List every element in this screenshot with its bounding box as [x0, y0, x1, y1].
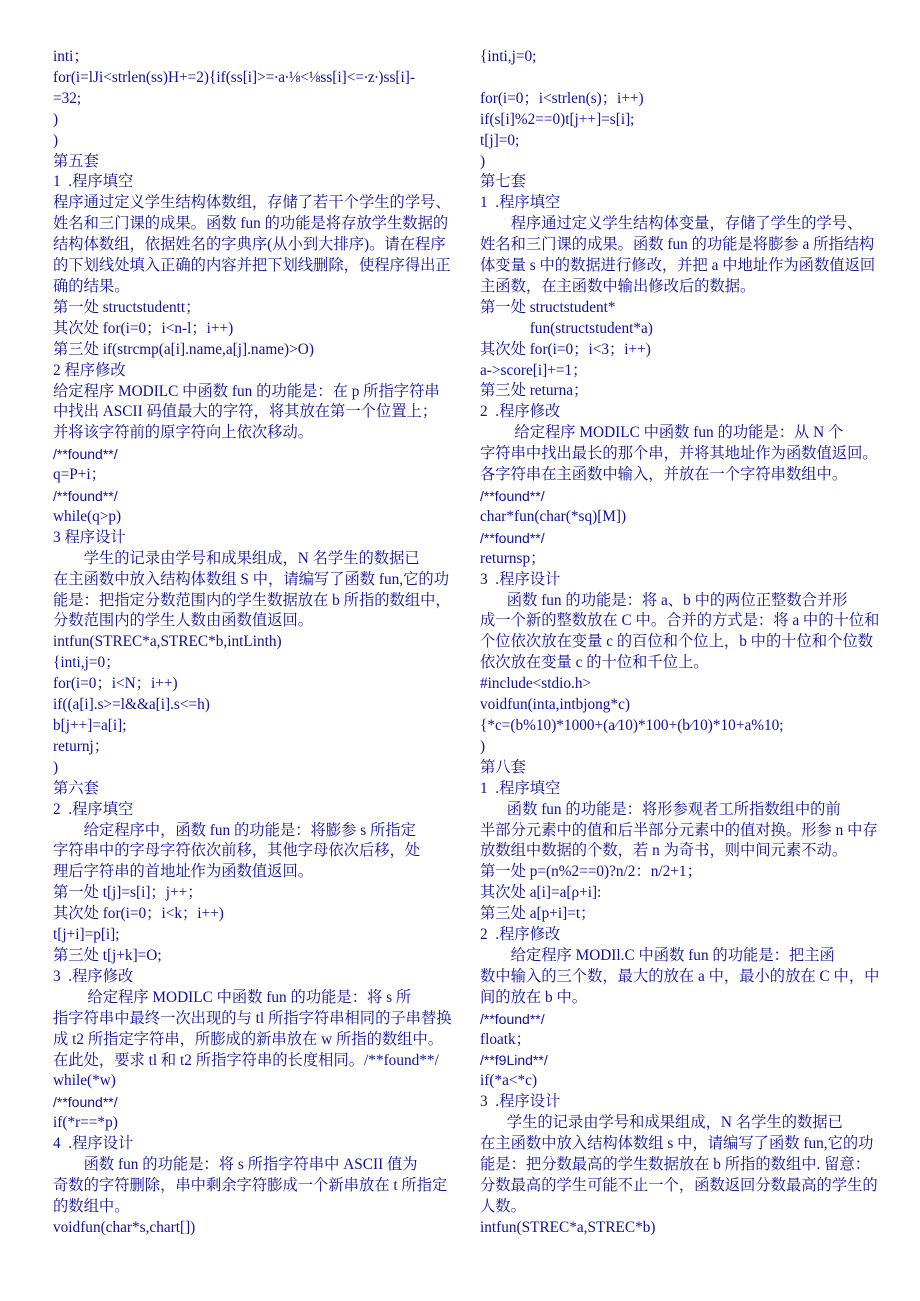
text-line: 给定程序 MODIl.C 中函数 fun 的功能是：把主函 [480, 946, 835, 964]
text-line: {inti,j=0； [53, 654, 121, 672]
text-line: if(*a<*c) [480, 1072, 538, 1090]
text-line: 4 .程序设计 [53, 1135, 134, 1153]
text-line: 1 .程序填空 [480, 194, 561, 212]
text-line: 体变量 s 中的数据进行修改，并把 a 中地址作为函数值返回 [480, 257, 876, 275]
text-line: intfun(STREC*a,STREC*b) [480, 1218, 656, 1236]
text-line: 依次放在变量 c 的十位和千位上。 [480, 654, 709, 672]
text-line: 各字符串在主函数中输入，并放在一个字符串数组中。 [480, 466, 848, 484]
text-line: 半部分元素中的值和后半部分元素中的值对换。形参 n 中存 [480, 821, 878, 839]
text-line: =32; [53, 89, 82, 107]
text-line: for(i=0；i<strlen(s)；i++) [480, 89, 644, 107]
text-line: 函数 fun 的功能是：将 a、b 中的两位正整数合并形 [480, 591, 848, 609]
text-line: /**found**/ [480, 488, 545, 505]
text-line: 程序通过定义学生结构体数组，存储了若干个学生的学号、 [53, 194, 451, 212]
text-line: 1 .程序填空 [480, 779, 561, 797]
text-line: q=P+i； [53, 466, 106, 484]
text-line: 人数。 [480, 1197, 526, 1215]
text-line: 给定程序中，函数 fun 的功能是：将膨参 s 所指定 [53, 821, 416, 839]
text-line: ) [480, 152, 486, 170]
text-line: 结构体数组，依据姓名的字典序(从小到大排序)。请在程序 [53, 236, 446, 254]
text-line: while(*w) [53, 1072, 116, 1090]
text-line: 第三处 t[j+k]=O; [53, 946, 162, 964]
text-line: 第六套 [53, 779, 99, 797]
text-line: 的数组中。 [53, 1197, 130, 1215]
text-line: 2 .程序填空 [53, 800, 134, 818]
text-line: 其次处 for(i=0；i<n-l；i++) [53, 319, 234, 337]
text-line: 指字符串中最终一次出现的与 tl 所指字符串相同的子串替换 [53, 1009, 452, 1027]
text-line: /**found**/ [53, 488, 118, 505]
text-line: {*c=(b%10)*1000+(a∕10)*100+(b∕10)*10+a%10; [480, 716, 784, 734]
text-line: 给定程序 MODILC 中函数 fun 的功能是：在 p 所指字符串 [53, 382, 440, 400]
text-line: 第一处 p=(n%2==0)?n/2：n/2+1； [480, 863, 702, 881]
text-line: t[j+i]=p[i]; [53, 926, 120, 944]
text-line: 1 .程序填空 [53, 173, 134, 191]
text-line: 姓名和三门课的成果。函数 fun 的功能是将膨参 a 所指结构 [480, 236, 875, 254]
text-line: 第五套 [53, 152, 99, 170]
text-line: 函数 fun 的功能是：将形参观者工所指数组中的前 [480, 800, 841, 818]
text-line: /**found**/ [53, 446, 118, 463]
text-line: 个位依次放在变量 c 的百位和个位上，b 中的十位和个位数 [480, 633, 874, 651]
text-line: returnsp； [480, 549, 546, 567]
text-line: inti； [53, 48, 89, 65]
text-line: 姓名和三门课的成果。函数 fun 的功能是将存放学生数据的 [53, 215, 449, 233]
text-line: /**found**/ [53, 1094, 118, 1111]
text-line: voidfun(char*s,chart[]) [53, 1218, 196, 1236]
text-line: 第一处 structstudentt； [53, 298, 201, 316]
text-line: 第三处 if(strcmp(a[i].name,a[j].name)>O) [53, 340, 314, 358]
text-line: if((a[i].s>=l&&a[i].s<=h) [53, 696, 210, 714]
text-line: 成 t2 所指定字符串，所膨成的新串放在 w 所指的数组中。 [53, 1030, 444, 1048]
text-line: 给定程序 MODILC 中函数 fun 的功能是：从 N 个 [480, 424, 844, 442]
text-line: /**found**/ [480, 529, 545, 546]
text-line: 第八套 [480, 758, 526, 776]
text-line: /**found**/ [480, 1010, 545, 1027]
text-line: 确的结果。 [53, 277, 130, 295]
text-line: 奇数的字符删除，串中剩余字符膨成一个新串放在 t 所指定 [53, 1176, 448, 1194]
text-line: 分数范围内的学生人数由函数值返回。 [53, 612, 314, 630]
text-line [480, 68, 885, 89]
text-line: 第一处 structstudent* [480, 298, 616, 316]
text-line: 函数 fun 的功能是：将 s 所指字符串中 ASCII 值为 [53, 1156, 418, 1174]
text-line: 间的放在 b 中。 [480, 988, 588, 1006]
text-line: voidfun(inta,intbjong*c) [480, 696, 630, 714]
text-line: 其次处 for(i=0；i<3；i++) [480, 340, 651, 358]
text-line: 其次处 for(i=0；i<k；i++) [53, 905, 224, 923]
text-line: 成一个新的整数放在 C 中。合并的方式是：将 a 中的十位和 [480, 612, 880, 630]
text-line: 在此处，要求 tl 和 t2 所指字符串的长度相同。/**found**/ [53, 1051, 439, 1069]
text-line: floatk； [480, 1030, 531, 1048]
text-line: 的下划线处填入正确的内容并把下划线删除，使程序得出正 [53, 257, 451, 275]
text-line: while(q>p) [53, 507, 122, 525]
left-column [53, 47, 463, 1239]
text-line: 理后字符串的首地址作为函数值返回。 [53, 863, 314, 881]
text-line: 其次处 a[i]=a[ρ+i]: [480, 884, 602, 902]
text-line: 在主函数中放入结构体数组 S 中，请编写了函数 fun,它的功 [53, 570, 450, 588]
text-line: 第一处 t[j]=s[i]；j++； [53, 884, 203, 902]
text-line: 能是：把分数最高的学生数据放在 b 所指的数组中. 留意： [480, 1156, 871, 1174]
text-line: 2 .程序修改 [480, 926, 561, 944]
text-line: ) [53, 758, 59, 776]
text-line: ) [53, 131, 59, 149]
text-line: 中找出 ASCII 码值最大的字符，将其放在第一个位置上； [53, 403, 438, 421]
text-line: 字符串中找出最长的那个串，并将其地址作为函数值返回。 [480, 445, 878, 463]
text-line: if(*r==*p) [53, 1114, 118, 1132]
text-line: 在主函数中放入结构体数组 s 中，请编写了函数 fun,它的功 [480, 1135, 874, 1153]
text-line: returnj； [53, 737, 110, 755]
text-line: if(s[i]%2==0)t[j++]=s[i]; [480, 110, 635, 128]
text-line: t[j]=0; [480, 131, 520, 149]
text-line: 2 程序修改 [53, 361, 126, 379]
text-line: 3 .程序修改 [53, 967, 134, 985]
text-line: 程序通过定义学生结构体变量，存储了学生的学号、 [480, 215, 863, 233]
text-line: /**f9Lind**/ [480, 1052, 548, 1069]
text-line: 并将该字符前的原字符向上依次移动。 [53, 424, 314, 442]
text-line: ) [480, 737, 486, 755]
text-line: #include<stdio.h> [480, 675, 592, 693]
text-line: 第七套 [480, 173, 526, 191]
text-line: 第三处 a[p+i]=t； [480, 905, 596, 923]
text-line: 数中输入的三个数，最大的放在 a 中，最小的放在 C 中，中 [480, 967, 880, 985]
text-line: fun(structstudent*a) [480, 319, 653, 337]
text-line: 2 .程序修改 [480, 403, 561, 421]
text-line: for(i=lJi<strlen(ss)H+=2){if(ss[i]>=∙a∙⅛<⅛ss[i]<=∙z∙)ss[i]- [53, 68, 415, 86]
text-line: for(i=0；i<N；i++) [53, 675, 178, 693]
text-line: 3 程序设计 [53, 528, 126, 546]
right-column [480, 47, 885, 1239]
text-line: intfun(STREC*a,STREC*b,intLinth) [53, 633, 282, 651]
text-line: char*fun(char(*sq)[M]) [480, 507, 627, 525]
text-line: 第三处 returna； [480, 382, 589, 400]
text-line: b[j++]=a[i]; [53, 717, 127, 734]
text-line: 字符串中的字母字符依次前移，其他字母依次后移，处 [53, 842, 421, 860]
text-line: a->score[i]+=1； [480, 361, 588, 379]
text-line: {inti,j=0; [480, 48, 537, 65]
text-line: 3 .程序设计 [480, 1093, 561, 1111]
text-line: 给定程序 MODILC 中函数 fun 的功能是：将 s 所 [53, 988, 412, 1006]
text-line: 能是：把指定分数范围内的学生数据放在 b 所指的数组中， [53, 591, 451, 609]
text-line: 学生的记录由学号和成果组成，N 名学生的数据已 [53, 549, 420, 567]
text-line: 主函数，在主函数中输出修改后的数据。 [480, 277, 756, 295]
text-line: 3 .程序设计 [480, 570, 561, 588]
text-line: 分数最高的学生可能不止一个，函数返回分数最高的学生的 [480, 1176, 878, 1194]
text-line: ) [53, 110, 59, 128]
text-line: 放数组中数据的个数，若 n 为奇书，则中间元素不动。 [480, 842, 848, 860]
text-line: 学生的记录由学号和成果组成，N 名学生的数据已 [480, 1114, 843, 1132]
